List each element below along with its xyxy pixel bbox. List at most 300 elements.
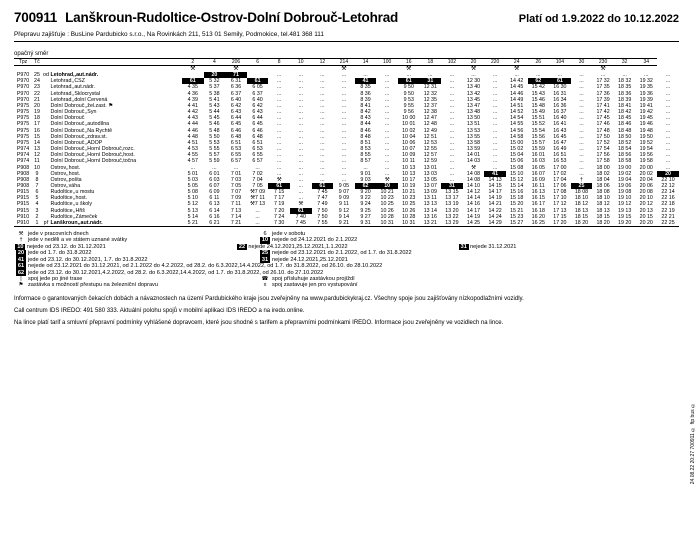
time-cell: ⚒ (298, 201, 304, 208)
time-cell: ... (298, 127, 303, 134)
time-cell: 14 42 (510, 78, 524, 85)
note-text: spoj zastavuje jen pro vystupování (272, 282, 358, 289)
time-cell: 17 42 (596, 109, 610, 116)
time-cell: ... (665, 72, 671, 79)
time-cell: 9 11 (338, 201, 349, 208)
table-row (14, 220, 679, 227)
column-symbol: ⚒ (406, 66, 412, 73)
time-cell: 16 43 (553, 127, 567, 134)
station-name: Lanškroun,,aut.nádr. (50, 220, 182, 227)
time-cell: ... (298, 78, 303, 85)
time-cell: 15 04 (510, 152, 524, 159)
time-cell: 16 09 (531, 176, 545, 183)
column-header: 4 (204, 59, 226, 66)
time-cell: 22 10 (661, 176, 675, 183)
timetable (14, 58, 679, 227)
time-cell: 9 12 (338, 207, 350, 214)
column-header: 104 (549, 59, 571, 66)
time-cell: 16 37 (553, 109, 567, 116)
time-cell: 14 03 (466, 158, 481, 165)
time-cell: 22 14 (661, 189, 675, 196)
time-cell: ... (276, 78, 282, 85)
column-header: 18 (420, 59, 442, 66)
time-cell: 13 07 (423, 182, 437, 189)
time-cell: ... (665, 84, 671, 91)
time-cell: ... (449, 90, 455, 97)
tpz-cell: P915 (16, 195, 30, 202)
time-cell: 18 10 (596, 195, 610, 202)
time-cell: 16 30 (553, 84, 567, 91)
time-cell: 4 53 (187, 146, 198, 153)
time-cell: ... (579, 72, 584, 79)
time-cell: ... (276, 127, 282, 134)
time-cell: 20 20 (635, 220, 657, 227)
time-cell: 5 57 (209, 152, 220, 159)
time-cell: 13 55 (466, 133, 481, 140)
time-cell: ... (276, 152, 282, 159)
time-cell: ... (276, 146, 282, 153)
tpz-cell: P910 (14, 220, 32, 227)
time-cell: 17 13 (553, 207, 567, 214)
time-cell: 19 42 (639, 109, 653, 116)
time-cell: 61 (268, 183, 290, 189)
note-text: nejede od 23.12.2021 do 2.1.2022, od 1.7. do 31.8.2022 (272, 250, 412, 257)
time-cell: 5 21 (182, 220, 204, 227)
time-cell: ... (449, 96, 455, 103)
time-cell: ... (492, 102, 498, 109)
time-cell: 17 56 (596, 152, 610, 159)
time-cell: 14 25 (463, 220, 485, 227)
time-cell: 6 05 (252, 84, 263, 91)
time-cell: 6 37 (230, 90, 242, 97)
time-cell: 10 26 (380, 207, 394, 214)
time-cell: ... (579, 102, 584, 109)
time-cell: 5 01 (187, 170, 198, 177)
column-header: 220 (484, 59, 506, 66)
time-cell: 10 28 (380, 213, 394, 220)
time-cell: ... (276, 121, 282, 128)
time-cell: ... (492, 96, 498, 103)
tpz-cell: P970 (16, 84, 30, 91)
tpz-cell: P908 (16, 176, 30, 183)
station-name: Dolní Dobrouč,,Syn (50, 109, 97, 116)
time-cell: ... (384, 115, 390, 122)
time-cell: ... (341, 176, 347, 183)
time-cell: 6 37 (252, 90, 263, 97)
time-cell: ... (276, 96, 282, 103)
tpz-cell: P970 (16, 78, 30, 85)
time-cell: 17 04 (553, 176, 567, 183)
time-cell: ... (384, 90, 390, 97)
time-cell: ... (298, 102, 303, 109)
time-cell: 17 45 (596, 115, 610, 122)
time-cell: ... (492, 158, 498, 165)
time-cell: 6 16 (209, 213, 220, 220)
time-cell: ... (320, 84, 325, 91)
stop-number-cell: 19 (34, 109, 40, 116)
time-cell: 6 36 (230, 84, 242, 91)
time-cell: 9 14 (338, 213, 350, 220)
time-cell: ... (341, 133, 347, 140)
info-paragraph: Informace o garantovaných čekacích dobách a návaznostech na území Pardubického kraje jsou zveřejněny na www.pardubickykraj.cz. Všechny spoje jsou zajišťovány nízkopodlažními vozidly. (14, 295, 524, 302)
stop-number-cell: 24 (34, 78, 40, 85)
time-cell: 12 30 (466, 78, 481, 85)
header (14, 10, 679, 25)
time-cell: 17 54 (596, 146, 610, 153)
time-cell: 7 40 (295, 213, 306, 220)
time-cell: ... (665, 133, 671, 140)
time-cell: 14 16 (466, 201, 481, 208)
time-cell: ... (644, 72, 649, 79)
tpz-cell: P975 (16, 127, 30, 134)
time-cell: ... (320, 164, 325, 171)
time-cell: 10 23 (402, 195, 416, 202)
time-cell: ... (579, 146, 584, 153)
stop-number-cell: 5 (35, 195, 39, 202)
column-header: 12 (312, 59, 334, 66)
timetable-page (14, 10, 679, 332)
note-symbol-text: | (20, 275, 22, 282)
time-cell: 4 51 (187, 139, 198, 146)
time-cell: 13 47 (466, 102, 481, 109)
station-name: Dolní Dobrouč (50, 115, 85, 122)
time-cell: 19 41 (639, 102, 653, 109)
stop-number-cell: 23 (34, 84, 40, 91)
tpz-cell: P974 (16, 146, 30, 153)
time-cell: 13 19 (445, 201, 459, 208)
note-row (14, 282, 679, 288)
column-symbol: ⚒ (514, 66, 520, 73)
time-cell: ... (384, 152, 390, 159)
time-cell: ... (320, 170, 325, 177)
time-cell: 10 04 (402, 133, 416, 140)
column-header: Tč (32, 59, 42, 66)
note-text: jede v sobotu (272, 231, 306, 238)
column-header: 100 (376, 59, 398, 66)
time-cell: ... (298, 72, 303, 79)
time-cell: 12 32 (423, 90, 437, 97)
time-cell: 7 15 (274, 189, 285, 196)
time-cell: 6 55 (252, 152, 263, 159)
time-cell: 18 00 (596, 164, 610, 171)
tpz-cell: P975 (16, 102, 30, 109)
time-cell: ... (255, 213, 260, 220)
time-cell: 19 52 (639, 139, 653, 146)
time-cell: 15 18 (510, 195, 524, 202)
time-cell: 14 13 (488, 176, 502, 183)
time-cell: ... (276, 133, 282, 140)
note-symbol-text: ⚑ (18, 282, 24, 289)
time-cell: ... (384, 133, 390, 140)
time-cell: 15 42 (531, 84, 545, 91)
time-cell: 10 00 (402, 115, 416, 122)
time-cell: 5 37 (209, 84, 220, 91)
time-cell: 19 20 (614, 220, 636, 227)
time-cell: 15 48 (531, 102, 545, 109)
time-cell: ... (363, 72, 368, 79)
time-cell: 6 48 (230, 133, 242, 140)
time-cell: 18 41 (618, 102, 632, 109)
column-header: 26 (528, 59, 550, 66)
time-cell: ... (579, 152, 584, 159)
time-cell: ... (298, 164, 303, 171)
time-cell: ... (190, 164, 195, 171)
time-cell: 19 15 (618, 213, 632, 220)
time-cell: 8 39 (360, 96, 371, 103)
time-cell: 5 48 (209, 127, 220, 134)
column-symbol: ⚒ (233, 66, 239, 73)
time-cell: 10 09 (402, 152, 416, 159)
time-cell: ... (449, 146, 455, 153)
time-cell: 19 35 (639, 84, 653, 91)
time-cell: 16 45 (553, 133, 567, 140)
time-cell: 22 18 (661, 201, 675, 208)
time-cell: ... (255, 164, 260, 171)
time-cell: 10 21 (402, 189, 416, 196)
time-cell: 6 55 (230, 152, 242, 159)
time-cell: 19 46 (639, 121, 653, 128)
time-cell: ... (492, 109, 498, 116)
stop-number-cell: 7 (35, 182, 39, 189)
time-cell: ... (298, 146, 303, 153)
direction-label: opačný směr (14, 51, 49, 57)
time-cell: ... (665, 78, 671, 85)
time-cell: 19 56 (639, 152, 653, 159)
time-cell: 18 13 (596, 207, 610, 214)
time-cell: 7 47 (317, 195, 328, 202)
time-cell: 14 08 (466, 176, 481, 183)
time-cell: 6 46 (230, 127, 242, 134)
time-cell: 15 06 (510, 158, 524, 165)
time-cell: 5 53 (209, 139, 220, 146)
station-name: Dolní Dobrouč,,Horní Dobrouč,rozc. (50, 146, 135, 153)
station-name: Dolní Dobrouč,,Horní Dobrouč,host. (50, 152, 135, 159)
time-cell: 17 32 (596, 78, 610, 85)
time-cell: 13 21 (420, 220, 442, 227)
stop-number-cell: 20 (34, 102, 40, 109)
time-cell: ... (276, 102, 282, 109)
info-paragraph: Call centrum IDS IREDO: 491 580 333. Aktuální polohu spojů v mobilní aplikaci IDS IREDO a na iredo.online. (14, 307, 305, 314)
column-header: 32 (614, 59, 636, 66)
time-cell: 17 58 (596, 158, 610, 165)
time-cell: 13 42 (466, 90, 481, 97)
time-cell: 20 00 (639, 164, 653, 171)
time-cell: 6 57 (252, 158, 263, 165)
note-text: jede od 23.12. do 30.12.2021,4.2.2022, od 28.2. do 6.3.2022,14.4.2022, od 1.7. do 31.8.2022, od 26.10. do 27.10.2022 (28, 269, 324, 276)
time-cell: ... (233, 164, 239, 171)
time-cell: 5 08 (187, 189, 198, 196)
time-cell: 7 14 (230, 213, 242, 220)
validity-period: Platí od 1.9.2022 do 10.12.2022 (518, 13, 679, 25)
stop-number-cell: 16 (34, 127, 40, 134)
time-cell: 9 50 (403, 90, 414, 97)
stop-number-cell: 4 (35, 201, 39, 208)
time-cell: ... (276, 84, 282, 91)
tpz-cell: P975 (16, 115, 30, 122)
time-cell: 13 14 (423, 207, 437, 214)
time-cell: 6 13 (209, 201, 220, 208)
time-cell: ... (320, 115, 325, 122)
note-symbol-text: 20 (17, 250, 25, 257)
station-name: Rudoltice,,Zámeček (50, 213, 98, 220)
time-cell: 20 12 (639, 201, 653, 208)
time-cell: 5 14 (187, 213, 198, 220)
time-cell: ... (276, 109, 282, 116)
time-cell: 41 (355, 78, 377, 84)
time-cell: ... (579, 127, 584, 134)
stop-number-cell: 10 (34, 164, 40, 171)
time-cell: 15 10 (510, 170, 524, 177)
time-cell: 9 03 (360, 176, 371, 183)
time-cell: 5 45 (209, 115, 220, 122)
time-cell: ... (384, 84, 390, 91)
time-cell: ... (384, 121, 390, 128)
time-cell: ... (449, 78, 455, 85)
time-cell: 6 46 (252, 127, 263, 134)
time-cell: 5 55 (209, 146, 220, 153)
time-cell: 25 (571, 183, 593, 189)
route-name: Lanškroun-Rudoltice-Ostrov-Dolní Dobrouč-Letohrad (65, 10, 399, 25)
time-cell: ... (298, 109, 303, 116)
time-cell: 7 13 (230, 207, 242, 214)
time-cell: 6 03 (209, 176, 220, 183)
time-cell: 17 20 (549, 220, 571, 227)
time-cell: 6 40 (230, 96, 242, 103)
time-cell: ... (579, 170, 584, 177)
time-cell: 19 48 (639, 127, 653, 134)
time-cell: 14 51 (510, 102, 524, 109)
time-cell: 8 53 (360, 146, 371, 153)
column-header: 16 (398, 59, 420, 66)
station-name: Ostrov,,host. (50, 164, 81, 171)
time-cell: 10 23 (380, 195, 394, 202)
note-symbol-text: 6 (263, 231, 267, 238)
time-cell: 13 53 (466, 127, 481, 134)
time-cell: 13 15 (445, 189, 459, 196)
time-cell: 18 04 (596, 176, 610, 183)
station-name: Dolní Dobrouč,,Horní Dobrouč,točna (50, 158, 137, 165)
time-cell: ... (384, 78, 390, 85)
time-cell: ⚒ (276, 176, 282, 183)
time-cell: 6 53 (230, 146, 242, 153)
time-cell: ... (579, 133, 584, 140)
time-cell: 22 21 (661, 213, 675, 220)
time-cell: ... (341, 158, 347, 165)
stop-number-cell: 9 (35, 170, 39, 177)
time-cell: 20 08 (639, 189, 653, 196)
time-cell: ... (247, 220, 269, 227)
time-cell: 10 31 (398, 220, 420, 227)
notes-legend (14, 231, 679, 289)
time-cell: ... (298, 121, 303, 128)
time-cell: 6 21 (204, 220, 226, 227)
station-name: Letohrad,,dolní Červená (50, 96, 108, 103)
time-cell: ... (341, 96, 347, 103)
note-text: nejede 24.12.2021,25.12.2021 (272, 256, 348, 263)
time-cell: 18 46 (618, 121, 632, 128)
time-cell: 7 17 (274, 195, 285, 202)
time-cell: ... (298, 152, 303, 159)
time-cell: 22 19 (661, 207, 675, 214)
tpz-cell: P908 (16, 164, 30, 171)
time-cell: 17 12 (553, 201, 567, 208)
time-cell: 17 10 (553, 195, 567, 202)
time-cell: 14 58 (510, 133, 524, 140)
tpz-cell: P974 (16, 152, 30, 159)
time-cell: 19 45 (639, 115, 653, 122)
time-cell: 6 57 (230, 158, 242, 165)
note-text: jede v pracovních dnech (28, 231, 89, 238)
time-cell: 31 (420, 78, 442, 84)
time-cell: 17 50 (596, 133, 610, 140)
time-cell: 14 08 (466, 170, 481, 177)
time-cell: 18 06 (596, 182, 610, 189)
time-cell: ... (579, 109, 584, 116)
time-cell: ... (579, 139, 584, 146)
time-cell: 8 51 (360, 139, 371, 146)
time-cell: 20 15 (639, 213, 653, 220)
note-symbol-text: 41 (17, 256, 25, 263)
note-text: nejede 24.12.2021,25.12.2021,1.1.2022 (248, 243, 348, 250)
time-cell: ... (449, 115, 455, 122)
time-cell: ... (384, 146, 390, 153)
time-cell: 15 00 (510, 139, 524, 146)
time-cell: 16 51 (553, 152, 567, 159)
station-name: Dolní Dobrouč,,žel.zast. ⚑ (50, 102, 113, 109)
time-cell: 7 20 (274, 207, 285, 214)
time-cell: ... (665, 164, 671, 171)
time-cell: 15 46 (531, 96, 545, 103)
time-cell: ... (276, 115, 282, 122)
station-name: Letohrad,,aut.nádr. (50, 84, 95, 91)
time-cell: ... (579, 121, 584, 128)
time-cell: 17 06 (553, 182, 567, 189)
tpz-cell: P915 (16, 189, 30, 196)
time-cell: 6 09 (209, 189, 220, 196)
time-cell: 14 24 (488, 213, 502, 220)
time-cell: 61 (549, 78, 571, 84)
time-cell: 16 07 (531, 170, 545, 177)
time-cell: ... (492, 90, 498, 97)
time-cell: 9 27 (360, 213, 371, 220)
time-cell: 7 05 (252, 182, 263, 189)
time-cell: 19 02 (618, 170, 632, 177)
stop-number-cell: 8 (35, 176, 39, 183)
note-text: nejede od 24.12.2021 do 2.1.2022 (272, 237, 358, 244)
time-cell: 9 20 (360, 189, 371, 196)
time-cell: 62 (355, 183, 377, 189)
time-cell: ... (665, 102, 671, 109)
time-cell: 7 09 (230, 195, 242, 202)
time-cell: 13 20 (445, 207, 459, 214)
time-cell: ... (579, 96, 584, 103)
time-cell: 6 44 (230, 115, 242, 122)
time-cell: 15 21 (510, 207, 524, 214)
column-header: 24 (506, 59, 528, 66)
time-cell: 12 59 (423, 158, 437, 165)
time-cell: ... (298, 182, 303, 189)
station-name: Letohrad,,aut.nádr. (50, 72, 99, 79)
time-cell: 8 41 (360, 102, 371, 109)
time-cell: 9 25 (360, 207, 371, 214)
time-cell: ... (384, 109, 390, 116)
stop-number-cell: 1 (32, 220, 42, 227)
time-cell: 18 15 (574, 213, 589, 220)
time-cell: ⚒ (384, 176, 390, 183)
stop-number-cell: 18 (34, 115, 40, 122)
time-cell: ... (298, 90, 303, 97)
note-symbol-text: ☎ (261, 275, 269, 282)
